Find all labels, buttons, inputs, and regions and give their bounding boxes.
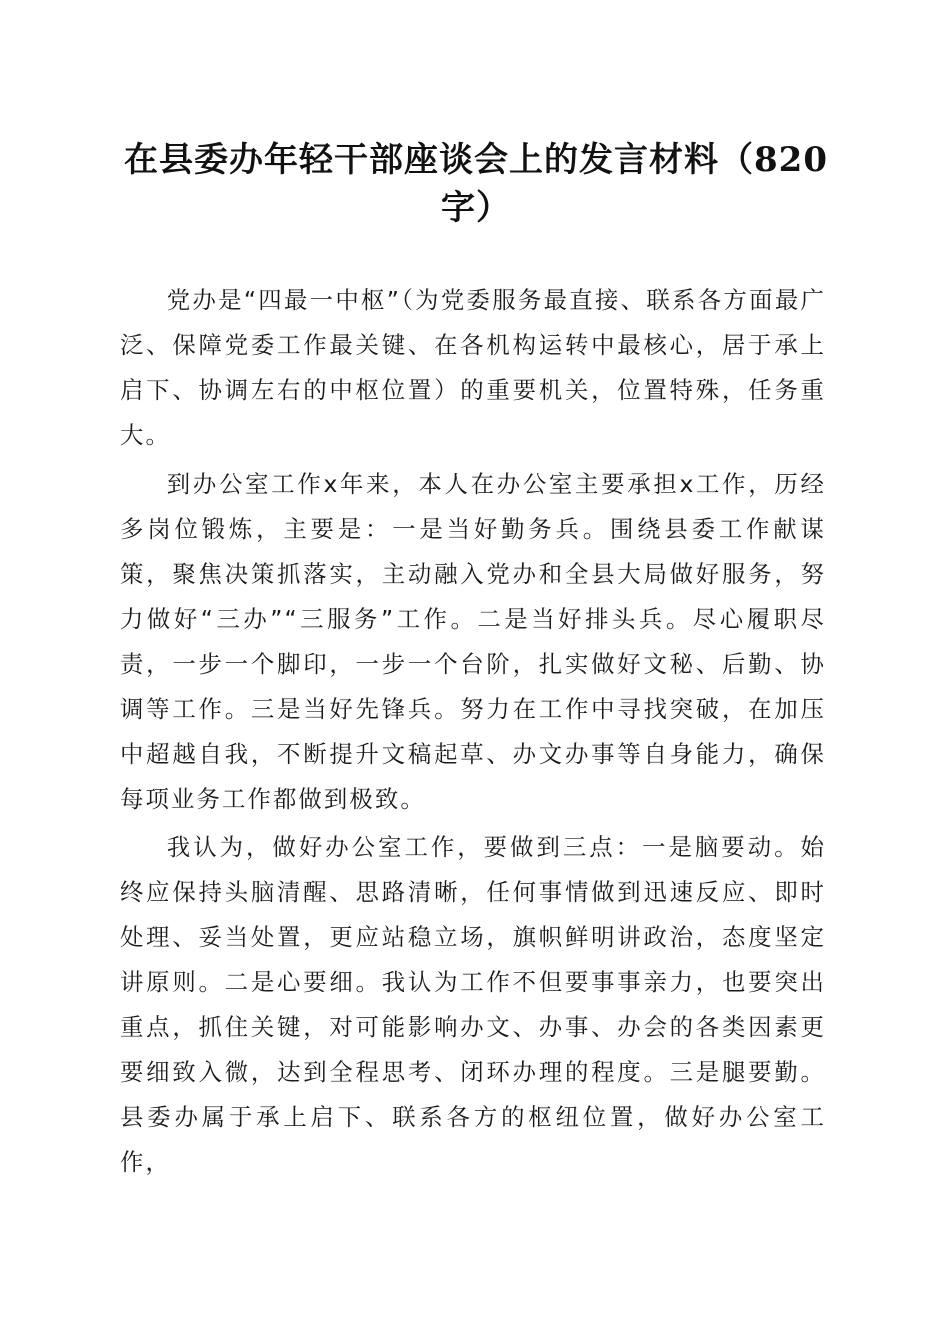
document-body	[120, 278, 826, 1189]
page-title: 在县委办年轻干部座谈会上的发言材料（820字）	[124, 140, 828, 228]
paragraph-1: 党办是“四最一中枢”（为党委服务最直接、联系各方面最广泛、保障党委工作最关键、在各机构运转中最核心，居于承上启下、协调左右的中枢位置）的重要机关，位置特殊，任务重大。	[120, 286, 826, 449]
paragraph-2: 到办公室工作x年来，本人在办公室主要承担x工作，历经多岗位锻炼，主要是：一是当好勤务兵。围绕县委工作献谋策，聚焦决策抓落实，主动融入党办和全县大局做好服务，努力做好“三办”“三服务”工作。二是当好排头兵。尽心履职尽责，一步一个脚印，一步一个台阶，扎实做好文秘、后勤、协调等工作。三是当好先锋兵。努力在工作中寻找突破，在加压中超越自我，不断提升文稿起草、办文办事等自身能力，确保每项业务工作都做到极致。	[120, 469, 826, 813]
paragraph-3: 我认为，做好办公室工作，要做到三点：一是脑要动。始终应保持头脑清醒、思路清晰，任何事情做到迅速反应、即时处理、妥当处置，更应站稳立场，旗帜鲜明讲政治，态度坚定讲原则。二是心要细。我认为工作不但要事事亲力，也要突出重点，抓住关键，对可能影响办文、办事、办会的各类因素更要细致入微，达到全程思考、闭环办理的程度。三是腿要勤。县委办属于承上启下、联系各方的枢纽位置，做好办公室工作，	[120, 833, 826, 1176]
